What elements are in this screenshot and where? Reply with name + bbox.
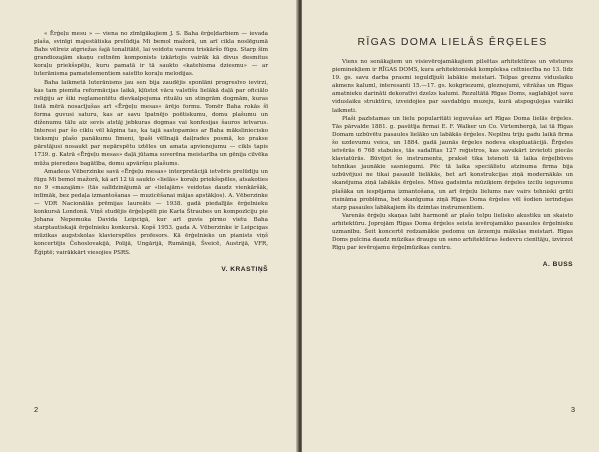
page-number-right: 3	[570, 405, 575, 414]
right-paragraph-1: Viens no senākajiem un visievērojamākajiem pilsētas arhitektūras un vēstures pieminekļiem ir RĪGAS DOMS, kura arhitektoniskā kompleksa celtniecība no 13. līdz 19. gs. savu darba prasmi ieguldījuši labākie meistari. Telpas greznu viduslaiku akmens kaluml, interesanti 15.—17. gs. kokgriezumi, gleznojumi, vitrāžas un Rīgas amatnieku darināti dekoratīvi dzelzs kalumi. Rezultātā Rīgas Doms, saglabājot savu viduslaiku struktūru, izveidojies par savdabīgu muzeju, kurā atspoguļojas vairāki laikmeti.	[332, 59, 573, 114]
left-paragraph-2: Baha laikmetā luterānisms jau sen bija zaudējis sponlāni progresīvo ievirzi, kas tam piemita reformācijas laikā, kļūstot vācu valstīšu lielākā daļā par oficiālo reliģiju ar šiki reglamentētu dievkalpojuma rituālu un stingrām dogmām, kuras lielā mērā nosacījušas arī «Ērģeļu mesas» ārējo formu. Tomēr Baha rokās šī forma guvusi saturu, kas ar savu īpatnējo poētiskumu, domu plašumu un diženumu tālu aiz sevis atstāj jebkuras dogmas vai konfesijas šauros ietvarus. Interesi par šo ciklu vēl kāpina tas, ka tajā sastopamies ar Baha māksliniecisko tieksmju plašo panākumu līmeni, īpaši vēlīnajā daiļrades posmā, ko prakse pārstājusi nosaukt par nepārspētu iztēles un amata apvienojumu — cikls tapis 1739. g. Katrā «Ērģeļu mesas» daļā jūtama suverēna meistarība un gēnija cilvēka mūža pieredzes bagātība, domu apvāršņu plašums.	[34, 79, 268, 167]
right-signature: A. BUSS	[542, 261, 573, 269]
left-signature: V. KRASTIŅŠ	[221, 265, 268, 273]
right-paragraph-2: Plaši pazīstamas un lielu popularitāti ieguvušas arī Rīgas Doma lielās ērģeles. Tās pārvalde 1881. g. pasūtīja firmai E. F. Walker un Co. Virtembergā, lai tā Rīgas Domam uzbūvētu pasaules lielāko un labākās ērģeles. Nepilnu triju gadu laikā firma šo uzdevumu veica, un 1884. gadā jaunās ērģeles nodeva ekspluatācijā. Ērģeles ietvērās 6 768 stabules, tās sadalītas 127 reģistros, kas savukārt izvietoti piecās klaviatūrās. Būvējot šo instrumentu, praksē tika īstenoti tā laika ērģeļbūves tehnikas jaunākie sasniegumi. Pēc tā laika speciālistu atzinuma firma bija uzbūvējusi ne tikai pasaulē lielākās, bet arī konstrukcijas ziņā modernākās un skanējuma ziņā labākās ērģeles. Mūsu gadsimta mūziķiem ērģeles izcilu ieguvumu plašāka un iespējama izmantošana, un arī ērģeļu lielums nav vairs tehniski grūti risināma problēma, bet skanīguma ziņā Rīgas Doma ērģeles vēl šodien ierindojas starp pasaules labākajiem šīs dzimtas instrumentiem.	[332, 115, 573, 211]
left-paragraph-3: Amadeus Vēberzinke savā «Ērģeļu mesas» interpretācijā ietvēris prelūdiju un fūgu Mi bemol mažorā, kā arī 12 tā saukto «lielās» koraļu priekšspēles, atsakoties no 9 «mazajām» (tās salīdzinājumā ar «lielajām» veidotas daudz vienkāršāk, intīmāk, bez pedaļa izmantošanas — muzicēšanai mājas apstākļos). A. Vēberzinke — VDR Nacionālās prēmijas laureāts — 1938. gadā piedalījās ērģelnieku konkursā Londonā. Viņš studējis ērģeļspēli pie Karla Štraubes un kompozīciju pie Johana Nepomuka Davida Leipcigā, kur arī guvis pirmo vietu Baha starptautiskajā ērģelnieku konkursā. Kopš 1953. gada A. Vēberzinke ir Leipcigas mūzikas augstskolas klavierspēles profesors. Kā ērģelnieks un pianists viņš koncertējis Čehoslovakijā, Polijā, Ungārijā, Rumānijā, Šveicē, Austrijā, VFR, Ēģiptē; vairākkārt viesojies PSRS.	[34, 168, 268, 256]
left-paragraph-1: « Ērģeļu mesu » — viena no zīmīgākajiem J. S. Baha ērģeļdarbiem — ievada plaša, svinīgi majestātiska prelūdija Mi bemol mažorā, un arī cikla noslēgumā Bahs vēlreiz atgriežas šajā tonalitātē, lai veidotu varenu triskāršo fūgu. Starp šīm grandiozajām skaņu celtnēm komponists izkārtojis vairāk kā divus desmitus koraļu priekšspēļu, kuru pamatā ir tā saukto «katehisma dziesmu» — ar luterānisma pamatelementiem saistīto koraļu melodijas.	[34, 31, 268, 78]
right-page-text	[332, 58, 573, 252]
left-page-text	[34, 30, 268, 257]
left-page	[0, 0, 298, 452]
page-number-left: 2	[34, 405, 39, 414]
page-title: RĪGAS DOMA LIELĀS ĒRĢELES	[357, 36, 548, 48]
right-page	[302, 0, 599, 452]
right-paragraph-3: Varenās ērģeļu skaņas labi harmonē ar plašo telpu lielisko akustiku un skaisto arhitektūru. Joprojām Rīgas Doma ērģeles seista ievērojamāko pasaules ērģelnieku uzmanību. Šeit koncertē redzamākie pedomu un ārzemju mākslas meistari. Rīgas Doms pulcina daudz mūzikas draugu un seno arhitektūras šedevru cienītāju, izvirzot Rīgu par ievērojamu ērģeļmūzikas centru.	[332, 212, 573, 252]
